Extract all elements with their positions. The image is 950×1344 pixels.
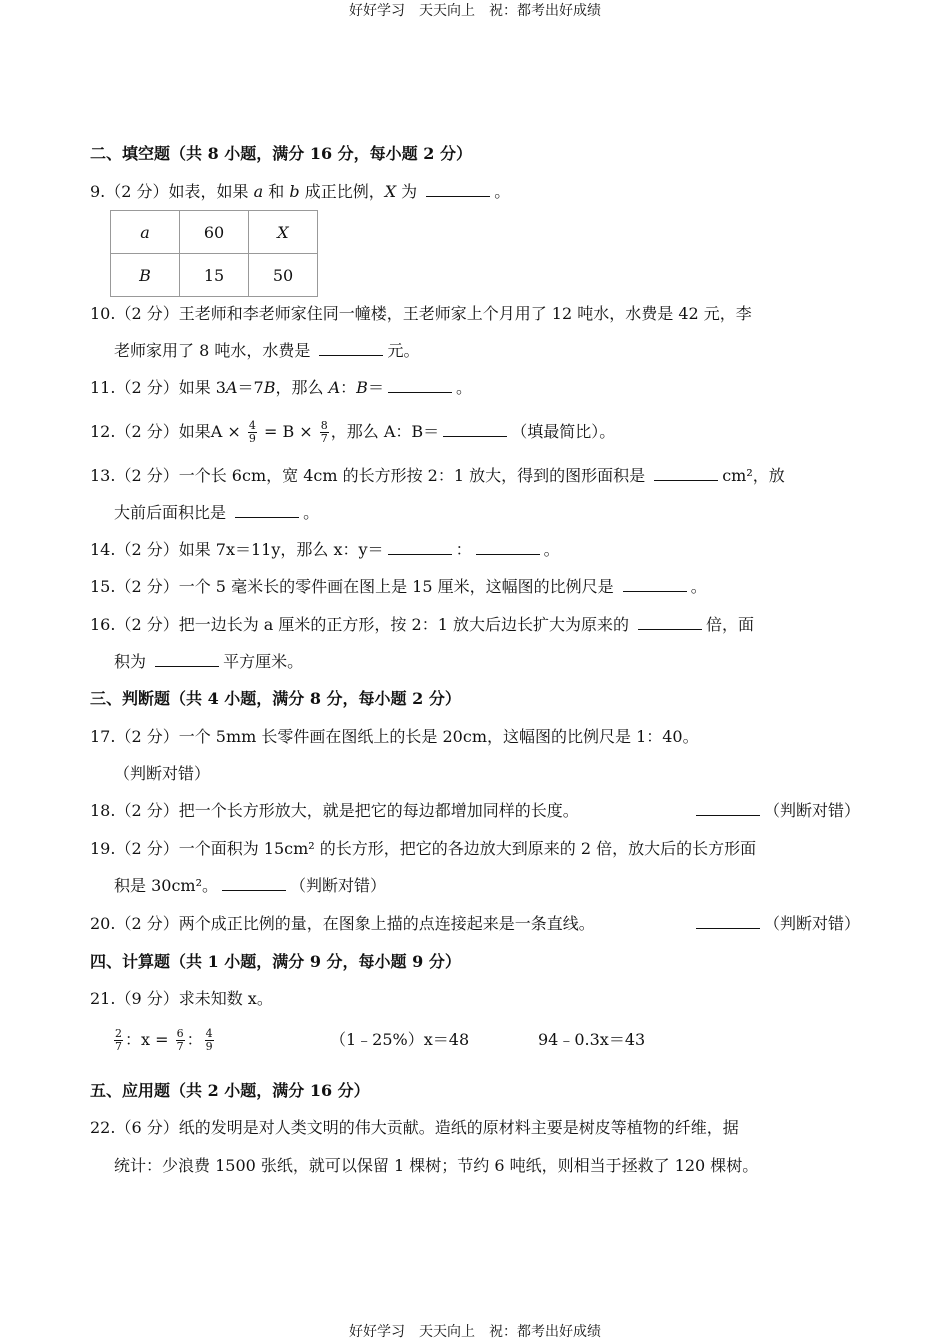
question-19-cont: 积是 30cm²。 （判断对错） [114, 876, 387, 895]
question-22: 22.（6 分）纸的发明是对人类文明的伟大贡献。造纸的原材料主要是树皮等植物的纤维，据 [90, 1118, 739, 1137]
question-14: 14.（2 分）如果 7x＝11y，那么 x：y＝ ： 。 [90, 540, 560, 559]
fraction: $\frac{2}{7}$ [115, 1027, 122, 1053]
question-20: 20.（2 分）两个成正比例的量，在图象上描的点连接起来是一条直线。 （判断对错） [90, 914, 860, 933]
page-header: 好好学习 天天向上 祝：都考出好成绩 [349, 3, 601, 19]
proportion-table [110, 210, 318, 297]
question-16-cont: 积为 平方厘米。 [114, 652, 304, 671]
page-footer: 好好学习 天天向上 祝：都考出好成绩 [349, 1324, 601, 1340]
answer-blank[interactable] [696, 912, 760, 929]
answer-blank[interactable] [638, 613, 702, 630]
question-17: 17.（2 分）一个 5mm 长零件画在图纸上的长是 20cm，这幅图的比例尺是 1：40。 [90, 727, 699, 746]
table-cell: a [111, 211, 180, 254]
fraction: $\frac{6}{7}$ [176, 1027, 184, 1053]
question-12: 12.（2 分）如果A × $\frac{4}{9}$ = B × $\frac{8}{7}$ ，那么 A：B＝ （填最简比）。 [90, 419, 616, 445]
question-10: 10.（2 分）王老师和李老师家住同一幢楼，王老师家上个月用了 12 吨水，水费是 42 元，李 [90, 304, 752, 323]
table-cell: 60 [180, 211, 249, 254]
equation-3: 94﹣0.3x＝43 [538, 1030, 646, 1049]
question-10-cont: 老师家用了 8 吨水，水费是 元。 [114, 341, 420, 360]
answer-blank[interactable] [476, 538, 540, 555]
answer-blank[interactable] [155, 650, 219, 667]
question-15: 15.（2 分）一个 5 毫米长的零件画在图上是 15 厘米，这幅图的比例尺是 。 [90, 577, 707, 596]
section-application-title: 五、应用题（共 2 小题，满分 16 分） [90, 1081, 370, 1100]
table-cell: B [111, 254, 180, 297]
question-17-cont: （判断对错） [114, 764, 211, 783]
section-fill-blank-title: 二、填空题（共 8 小题，满分 16 分，每小题 2 分） [90, 144, 472, 163]
answer-blank[interactable] [235, 501, 299, 518]
fraction: $\frac{8}{7}$ [320, 419, 328, 445]
table-cell: 50 [249, 254, 318, 297]
fraction: $\frac{4}{9}$ [205, 1027, 213, 1053]
answer-blank[interactable] [696, 799, 760, 816]
section-calc-title: 四、计算题（共 1 小题，满分 9 分，每小题 9 分） [90, 952, 461, 971]
answer-blank[interactable] [443, 420, 507, 437]
answer-blank[interactable] [388, 376, 452, 393]
section-judge-title: 三、判断题（共 4 小题，满分 8 分，每小题 2 分） [90, 689, 461, 708]
answer-blank[interactable] [654, 464, 718, 481]
answer-blank[interactable] [319, 339, 383, 356]
equation-1: $\frac{2}{7}$ ：x = $\frac{6}{7}$ ： $\frac{4}{9}$ [115, 1027, 213, 1053]
question-19: 19.（2 分）一个面积为 15cm² 的长方形，把它的各边放大到原来的 2 倍，放大后的长方形面 [90, 839, 757, 858]
question-18: 18.（2 分）把一个长方形放大，就是把它的每边都增加同样的长度。 （判断对错） [90, 801, 860, 820]
question-13-cont: 大前后面积比是 。 [114, 503, 320, 522]
answer-blank[interactable] [388, 538, 452, 555]
question-11: 11.（2 分）如果 3A＝7B，那么 A：B＝ 。 [90, 378, 472, 397]
question-22-cont: 统计：少浪费 1500 张纸，就可以保留 1 棵树；节约 6 吨纸，则相当于拯救了 120 棵树。 [114, 1156, 759, 1175]
fraction: $\frac{4}{9}$ [248, 419, 256, 445]
table-cell: 15 [180, 254, 249, 297]
question-9: 9.（2 分）如表，如果 a 和 b 成正比例，X 为 。 [90, 182, 511, 201]
equation-2: （1﹣25%）x＝48 [330, 1030, 470, 1049]
question-13: 13.（2 分）一个长 6cm，宽 4cm 的长方形按 2：1 放大，得到的图形面积是 cm²，放 [90, 466, 785, 485]
answer-blank[interactable] [623, 575, 687, 592]
table-cell: X [249, 211, 318, 254]
question-21: 21.（9 分）求未知数 x。 [90, 989, 273, 1008]
answer-blank[interactable] [426, 180, 490, 197]
question-16: 16.（2 分）把一边长为 a 厘米的正方形，按 2：1 放大后边长扩大为原来的 倍，面 [90, 615, 755, 634]
answer-blank[interactable] [222, 874, 286, 891]
